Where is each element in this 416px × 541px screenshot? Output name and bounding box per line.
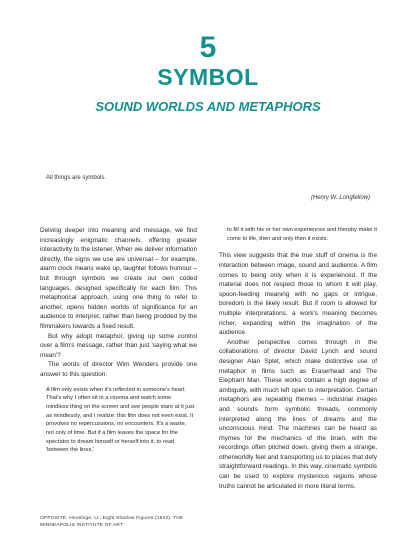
figure-caption: OPPOSITE: Hiroshige, U., Eight Shadow Figures (1842). THE MINNEAPOLIS INSTITUTE OF ART: [40, 516, 184, 529]
epigraph-attribution: (Henry W. Longfellow): [310, 195, 370, 201]
body-paragraph: This view suggests that the true stuff of cinema is the interaction between image, sound and audience. A film comes to being only when it is experienced. If the material does not respect those to whom it will play, spoon-feeding meaning with no gaps or intrigue, boredom is the likely result. But if room is allowed for multiple interpretations, a work's meaning becomes richer, expanding within the imagination of the audience.: [219, 252, 377, 337]
body-paragraph: Delving deeper into meaning and message, we find increasingly enigmatic channels, offering greater interactivity to the listener. When we deliver information directly, the signs we use are universal – for example, alarm clock means wake up, laughter follows humour – but through symbols we create our own coded languages, designed specifically for each film. This metaphorical approach, using one thing to refer to another, opens hidden worlds of significance for an audience to interpret, rather than being prodded by the filmmakers towards a fixed result.: [40, 227, 197, 330]
body-paragraph: But why adopt metaphor, giving up some control over a film's message, rather than just 'saying what we mean'?: [40, 332, 197, 359]
left-column: [40, 226, 197, 455]
epigraph-quote: All things are symbols.: [46, 175, 107, 181]
chapter-title: SYMBOL: [157, 64, 259, 90]
block-quote: [40, 386, 197, 456]
body-paragraph: The words of director Wim Wenders provide one answer to this question:: [40, 361, 197, 378]
block-quote-continuation: to fill it with his or her own experiences and thereby make it come to life, then and only then it exists.: [227, 227, 377, 242]
block-quote-text: A film only exists when it's reflected in someone's heart. That's why I often sit in a cinema and watch some mindless thing on the screen and see people stare at it just as mindlessly, and I realize: this film does not even exist. It provokes no repercussions, no encounters. It's a waste, not only of time. But if a film leaves the space for the spectator to dream himself or herself into it, to read 'between the lines,': [46, 386, 195, 454]
right-column: [219, 226, 377, 491]
chapter-number: 5: [199, 31, 217, 64]
body-paragraph: Another perspective comes through in the collaborations of director David Lynch and sound designer Alan Splet, which make distinctive use of metaphor in films such as Eraserhead and The Elephant Man. These works contain a high degree of ambiguity, with much left open to interpretation. Certain metaphors are repeating themes – industrial images and sounds form symbolic threads, commonly interpreted along the lines of dreams and the unconscious mind. The machines can be heard as rhymes for the mechanics of the brain, with the recordings often pitched down, giving them a strange, otherworldly feel and transporting us to places that defy straightforward readings. In this way, cinematic symbols can be used to explore mysterious regions whose truths cannot be articulated in more literal terms.: [219, 338, 377, 490]
chapter-subtitle: SOUND WORLDS AND METAPHORS: [95, 99, 321, 114]
